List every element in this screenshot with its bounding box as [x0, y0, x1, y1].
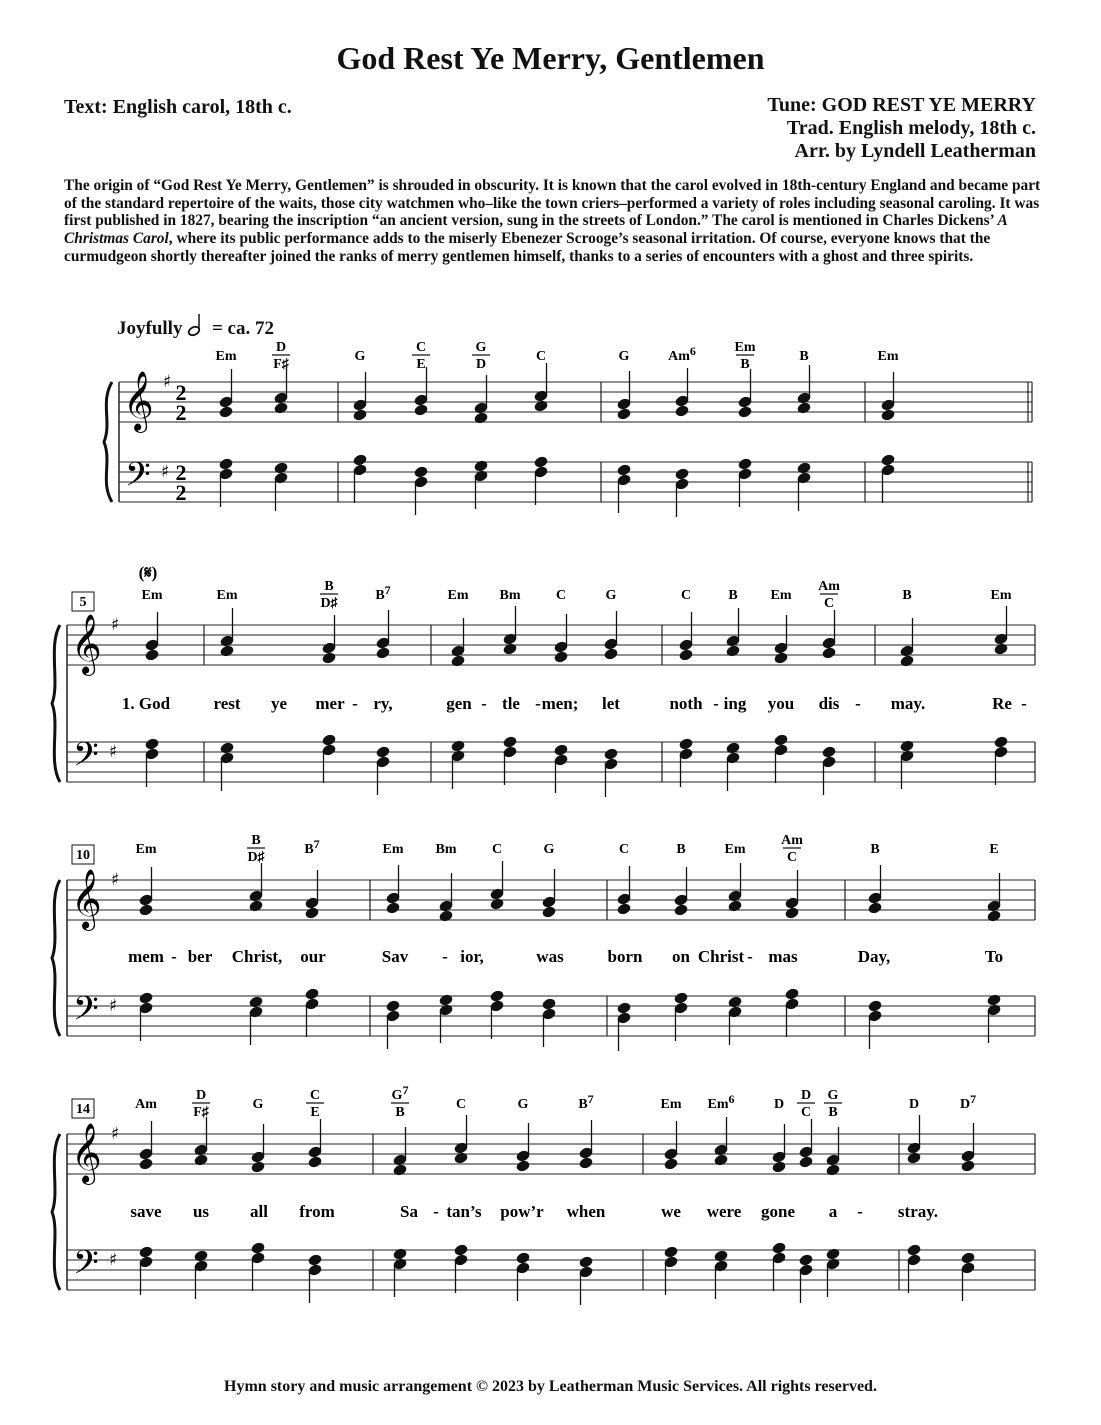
chord-symbol — [448, 588, 469, 603]
chord-symbol — [619, 349, 630, 364]
svg-text:D: D — [275, 340, 287, 355]
chord-symbol — [272, 340, 290, 372]
time-signature-bottom: 2 — [175, 480, 187, 505]
treble-note — [145, 649, 159, 661]
treble-note — [617, 903, 631, 915]
chord-symbol — [661, 1097, 682, 1112]
treble-note — [785, 907, 799, 919]
lyric-syllable: all — [250, 1202, 268, 1221]
lyric-syllable: - — [433, 1202, 439, 1221]
svg-text:B: B — [828, 1105, 838, 1120]
bass-note — [145, 738, 159, 750]
svg-text:B: B — [740, 357, 750, 372]
bass-note — [961, 1252, 975, 1264]
lyric-syllable: ry, — [373, 694, 393, 713]
chord-symbol — [456, 1097, 466, 1112]
chord-symbol — [247, 833, 266, 865]
svg-text:C: C — [555, 588, 567, 603]
svg-text:C: C — [800, 1105, 812, 1120]
lyric-syllable: - — [857, 1202, 863, 1221]
chord-symbol — [870, 842, 879, 857]
treble-note — [376, 647, 390, 659]
chord-symbol — [536, 349, 546, 364]
lyric-syllable: ior, — [460, 947, 484, 966]
treble-note — [774, 652, 788, 664]
treble-note — [738, 406, 752, 418]
chord-symbol — [676, 842, 685, 857]
treble-note — [542, 906, 556, 918]
chord-symbol — [708, 1092, 735, 1112]
bass-note — [139, 1246, 153, 1258]
time-signature-bottom: 2 — [175, 400, 187, 425]
treble-note — [822, 647, 836, 659]
chord-symbol — [192, 1088, 210, 1120]
chord-symbol — [606, 588, 617, 603]
svg-text:Em6: Em6 — [707, 1092, 735, 1112]
treble-note — [516, 1160, 530, 1172]
key-sharp-icon: ♯ — [111, 615, 120, 635]
svg-text:G: G — [517, 1097, 529, 1112]
treble-note — [414, 404, 428, 416]
bass-note — [772, 1242, 786, 1254]
svg-text:Em: Em — [660, 1097, 682, 1112]
treble-note — [617, 408, 631, 420]
treble-note — [675, 405, 689, 417]
treble-note — [961, 1160, 975, 1172]
svg-text:Am6: Am6 — [668, 344, 696, 364]
svg-text:G: G — [618, 349, 630, 364]
chord-symbol — [619, 842, 629, 857]
chord-symbol — [774, 1097, 784, 1112]
chord-symbol — [383, 842, 404, 857]
chord-symbol — [472, 340, 490, 372]
tempo-word: Joyfully — [117, 318, 183, 339]
lyric-syllable: gone — [761, 1202, 795, 1221]
svg-text:Em: Em — [877, 349, 899, 364]
svg-text:B: B — [799, 349, 809, 364]
lyric-syllable: pow’r — [500, 1202, 544, 1221]
svg-text:D: D — [773, 1097, 785, 1112]
treble-clef-icon: 𝄞 — [71, 1123, 102, 1183]
svg-text:B7: B7 — [304, 837, 320, 857]
chord-symbol — [391, 1083, 409, 1120]
key-sharp-icon: ♯ — [163, 372, 172, 392]
lyric-syllable: our — [300, 947, 326, 966]
lyric-syllable: rest — [213, 694, 241, 713]
svg-text:Am: Am — [818, 579, 840, 594]
chord-symbol — [818, 579, 840, 611]
treble-clef-icon: 𝄞 — [71, 869, 102, 929]
svg-text:E: E — [989, 842, 999, 857]
svg-text:E: E — [310, 1105, 320, 1120]
lyric-syllable: let — [602, 694, 620, 713]
segno-icon: (𝄋) — [138, 563, 158, 582]
svg-text:Em: Em — [734, 340, 756, 355]
lyric-syllable: Sa — [400, 1202, 418, 1221]
chord-symbol — [375, 583, 390, 603]
bass-note — [679, 738, 693, 750]
chord-symbol — [771, 588, 792, 603]
chord-symbol — [725, 842, 746, 857]
treble-note — [674, 904, 688, 916]
svg-text:D: D — [908, 1097, 920, 1112]
chord-symbol — [902, 588, 911, 603]
bass-note — [454, 1244, 468, 1256]
bass-staff — [67, 1250, 1035, 1290]
lyric-syllable: us — [192, 1202, 210, 1221]
bass-note — [881, 454, 895, 466]
bass-note — [490, 990, 504, 1002]
lyric-syllable: mas — [768, 947, 798, 966]
story-part-2: , where its public performance adds to the miserly Ebenezer Scrooge’s seasonal irritation. Of course, everyone knows that the curmudgeon shortly thereafter joined the ranks of merry gentlemen himself, thanks to a series of encounters with a ghost and three spirits. — [64, 230, 991, 265]
svg-text:C: C — [535, 349, 547, 364]
system-brace — [52, 880, 60, 1036]
time-signature-top: 2 — [175, 380, 187, 405]
bass-clef-icon: 𝄢 — [73, 736, 99, 782]
treble-note — [799, 1156, 813, 1168]
lyric-syllable: - — [442, 947, 448, 966]
copyright-footer: Hymn story and music arrangement © 2023 by Leatherman Music Services. All rights reserved. — [224, 1378, 877, 1395]
lyric-syllable: men; — [541, 694, 579, 713]
treble-note — [679, 649, 693, 661]
bass-clef-icon: 𝄢 — [125, 456, 151, 502]
svg-text:B: B — [251, 833, 261, 848]
svg-text:D: D — [800, 1088, 812, 1103]
lyric-syllable: a — [828, 1202, 838, 1221]
treble-note — [881, 409, 895, 421]
svg-text:B: B — [902, 588, 912, 603]
bass-note — [617, 464, 631, 476]
svg-text:D: D — [195, 1088, 207, 1103]
lyric-syllable: Christ, — [231, 947, 283, 966]
svg-text:C: C — [455, 1097, 467, 1112]
bass-note — [799, 1254, 813, 1266]
svg-text:G: G — [605, 588, 617, 603]
treble-note — [308, 1156, 322, 1168]
svg-text:B: B — [395, 1105, 405, 1120]
chord-symbol — [135, 1097, 157, 1112]
lyric-syllable: Re — [992, 694, 1012, 713]
bass-staff — [119, 462, 1032, 502]
lyric-syllable: Sav — [381, 947, 409, 966]
chord-symbol — [544, 842, 555, 857]
lyric-syllable: tan’s — [446, 1202, 482, 1221]
system-brace — [52, 625, 60, 782]
lyric-syllable: was — [536, 947, 564, 966]
chord-symbol — [136, 842, 157, 857]
svg-text:B: B — [870, 842, 880, 857]
lyric-syllable: ing — [723, 694, 747, 713]
treble-note — [579, 1157, 593, 1169]
bass-note — [664, 1246, 678, 1258]
lyric-syllable: ye — [270, 694, 288, 713]
lyric-syllable: - — [535, 694, 541, 713]
measure-number: 14 — [76, 1102, 90, 1117]
svg-text:C: C — [680, 588, 692, 603]
chord-symbol — [668, 344, 696, 364]
lyric-syllable: To — [984, 947, 1004, 966]
bass-note — [994, 736, 1008, 748]
bass-note — [534, 456, 548, 468]
treble-note — [305, 907, 319, 919]
key-sharp-icon: ♯ — [109, 1250, 118, 1270]
bass-note — [868, 1000, 882, 1012]
chord-symbol — [556, 588, 566, 603]
bass-note — [219, 458, 233, 470]
lyric-syllable: born — [607, 947, 643, 966]
chord-symbol — [142, 588, 163, 603]
treble-note — [664, 1158, 678, 1170]
chord-symbol — [797, 1088, 815, 1120]
svg-text:C: C — [491, 842, 503, 857]
bass-note — [353, 454, 367, 466]
svg-text:G: G — [543, 842, 555, 857]
bass-note — [376, 746, 390, 758]
bass-note — [503, 736, 517, 748]
svg-text:B: B — [728, 588, 738, 603]
svg-text:F♯: F♯ — [273, 357, 289, 372]
treble-note — [322, 652, 336, 664]
key-sharp-icon: ♯ — [109, 742, 118, 762]
svg-text:G: G — [475, 340, 487, 355]
svg-text:G: G — [354, 349, 366, 364]
treble-clef-icon: 𝄞 — [71, 614, 102, 674]
page-title: God Rest Ye Merry, Gentlemen — [336, 40, 765, 76]
treble-note — [139, 1158, 153, 1170]
svg-text:E: E — [416, 357, 426, 372]
chord-symbol — [989, 842, 998, 857]
svg-text:Bm: Bm — [435, 842, 457, 857]
chord-symbol — [492, 842, 502, 857]
bass-note — [675, 468, 689, 480]
lyric-syllable: gen — [446, 694, 472, 713]
treble-note — [554, 651, 568, 663]
chord-symbol — [253, 1097, 264, 1112]
lyric-syllable: - — [171, 947, 177, 966]
melody-origin: Trad. English melody, 18th c. — [786, 117, 1036, 139]
treble-note — [353, 409, 367, 421]
svg-text:Em: Em — [990, 588, 1012, 603]
treble-note — [251, 1161, 265, 1173]
treble-note — [604, 648, 618, 660]
bass-note — [579, 1256, 593, 1268]
chord-symbol — [824, 1088, 842, 1120]
bass-note — [139, 992, 153, 1004]
svg-text:Em: Em — [215, 349, 237, 364]
svg-text:Am: Am — [135, 1097, 157, 1112]
bass-note — [822, 746, 836, 758]
bass-note — [907, 1244, 921, 1256]
chord-symbol — [735, 340, 756, 372]
svg-text:Em: Em — [770, 588, 792, 603]
svg-text:Em: Em — [135, 842, 157, 857]
svg-text:Bm: Bm — [499, 588, 521, 603]
bass-note — [604, 748, 618, 760]
metronome-value: = ca. 72 — [211, 318, 274, 339]
svg-text:C: C — [618, 842, 630, 857]
key-sharp-icon: ♯ — [109, 996, 118, 1016]
lyric-syllable: from — [299, 1202, 335, 1221]
lyric-syllable: - — [747, 947, 753, 966]
svg-text:B: B — [324, 579, 334, 594]
svg-text:G7: G7 — [391, 1083, 409, 1103]
treble-note — [139, 904, 153, 916]
chord-symbol — [578, 1092, 593, 1112]
bass-note — [308, 1254, 322, 1266]
chord-symbol — [799, 349, 808, 364]
bass-note — [305, 988, 319, 1000]
lyric-syllable: you — [767, 694, 795, 713]
bass-note — [617, 1002, 631, 1014]
text-credit: Text: English carol, 18th c. — [64, 96, 292, 118]
svg-text:Em: Em — [141, 588, 163, 603]
chord-symbol — [355, 349, 366, 364]
chord-symbol — [681, 588, 691, 603]
lyric-syllable: - — [1021, 694, 1027, 713]
system-brace — [52, 1134, 60, 1290]
svg-text:Am: Am — [781, 833, 803, 848]
svg-text:C: C — [309, 1088, 321, 1103]
chord-symbol — [216, 349, 237, 364]
chord-symbol — [217, 588, 238, 603]
arranger: Arr. by Lyndell Leatherman — [794, 140, 1036, 162]
svg-text:D♯: D♯ — [320, 596, 338, 611]
chord-symbol — [320, 579, 339, 611]
lyric-syllable: - — [713, 694, 719, 713]
svg-text:D♯: D♯ — [247, 850, 265, 865]
svg-text:C: C — [415, 340, 427, 355]
chord-symbol — [412, 340, 430, 372]
chord-symbol — [500, 588, 521, 603]
lyric-syllable: Christ — [697, 947, 745, 966]
lyric-syllable: - — [352, 694, 358, 713]
lyric-syllable: we — [661, 1202, 681, 1221]
chord-symbol — [306, 1088, 324, 1120]
bass-note — [542, 998, 556, 1010]
svg-text:B7: B7 — [375, 583, 391, 603]
treble-clef-icon: 𝄞 — [123, 371, 154, 431]
chord-symbol — [991, 588, 1012, 603]
svg-text:D: D — [475, 357, 487, 372]
svg-text:F♯: F♯ — [193, 1105, 209, 1120]
svg-text:Em: Em — [382, 842, 404, 857]
svg-text:B7: B7 — [578, 1092, 594, 1112]
treble-note — [868, 902, 882, 914]
treble-note — [772, 1161, 786, 1173]
chord-symbol — [909, 1097, 919, 1112]
bass-note — [322, 734, 336, 746]
lyric-syllable: noth — [669, 694, 703, 713]
treble-note — [386, 902, 400, 914]
book-title: A Christmas Carol — [64, 212, 1007, 248]
lyric-syllable: - — [855, 694, 861, 713]
svg-text:D7: D7 — [959, 1092, 977, 1112]
treble-staff — [67, 625, 1035, 665]
key-sharp-icon: ♯ — [111, 870, 120, 890]
bass-clef-icon: 𝄢 — [73, 1244, 99, 1290]
bass-note — [386, 1000, 400, 1012]
chord-symbol — [518, 1097, 529, 1112]
key-sharp-icon: ♯ — [161, 462, 170, 482]
svg-text:G: G — [252, 1097, 264, 1112]
measure-number: 5 — [79, 595, 87, 610]
bass-note — [251, 1242, 265, 1254]
chord-symbol — [304, 837, 319, 857]
chord-symbol — [728, 588, 737, 603]
lyric-syllable: stray. — [897, 1202, 939, 1221]
lyric-syllable: mer — [315, 694, 345, 713]
chord-symbol — [878, 349, 899, 364]
lyric-syllable: when — [566, 1202, 606, 1221]
bass-note — [774, 734, 788, 746]
bass-note — [674, 992, 688, 1004]
chord-symbol — [436, 842, 457, 857]
treble-staff — [119, 382, 1032, 422]
bass-staff — [67, 742, 1035, 782]
lyric-syllable: on — [672, 947, 690, 966]
svg-text:G: G — [827, 1088, 839, 1103]
svg-text:B: B — [676, 842, 686, 857]
lyric-syllable: may. — [890, 694, 926, 713]
treble-note — [219, 406, 233, 418]
chord-symbol — [960, 1092, 976, 1112]
chord-symbol — [781, 833, 803, 865]
lyric-syllable: Day, — [857, 947, 891, 966]
svg-text:Em: Em — [447, 588, 469, 603]
treble-staff — [67, 1134, 1035, 1174]
svg-text:C: C — [786, 850, 798, 865]
bass-note — [516, 1252, 530, 1264]
bass-note — [414, 466, 428, 478]
bass-note — [554, 744, 568, 756]
lyric-syllable: 1. God — [121, 694, 171, 713]
svg-text:C: C — [823, 596, 835, 611]
measure-number: 10 — [76, 848, 90, 863]
story-part-1: The origin of “God Rest Ye Merry, Gentlemen” is shrouded in obscurity. It is known that the carol evolved in 18th-century England and became part of the standard repertoire of the waits, those city watchmen who–like the town criers–performed a variety of roles including seasonal caroling. It was first published in 1827, bearing the inscription “an ancient version, sung in the streets of London.” The carol is mentioned in Charles Dickens’ — [64, 177, 1041, 230]
svg-text:Em: Em — [724, 842, 746, 857]
lyric-syllable: mem — [128, 947, 164, 966]
lyric-syllable: - — [481, 694, 487, 713]
bass-note — [738, 458, 752, 470]
key-sharp-icon: ♯ — [111, 1124, 120, 1144]
lyric-syllable: dis — [818, 694, 840, 713]
bass-note — [785, 988, 799, 1000]
bass-clef-icon: 𝄢 — [73, 990, 99, 1036]
svg-text:Em: Em — [216, 588, 238, 603]
lyric-syllable: save — [130, 1202, 162, 1221]
tune-name: Tune: GOD REST YE MERRY — [767, 94, 1036, 116]
system-brace — [104, 382, 112, 502]
time-signature-top: 2 — [175, 460, 187, 485]
lyric-syllable: were — [706, 1202, 742, 1221]
lyric-syllable: ber — [187, 947, 213, 966]
lyric-syllable: tle — [502, 694, 520, 713]
